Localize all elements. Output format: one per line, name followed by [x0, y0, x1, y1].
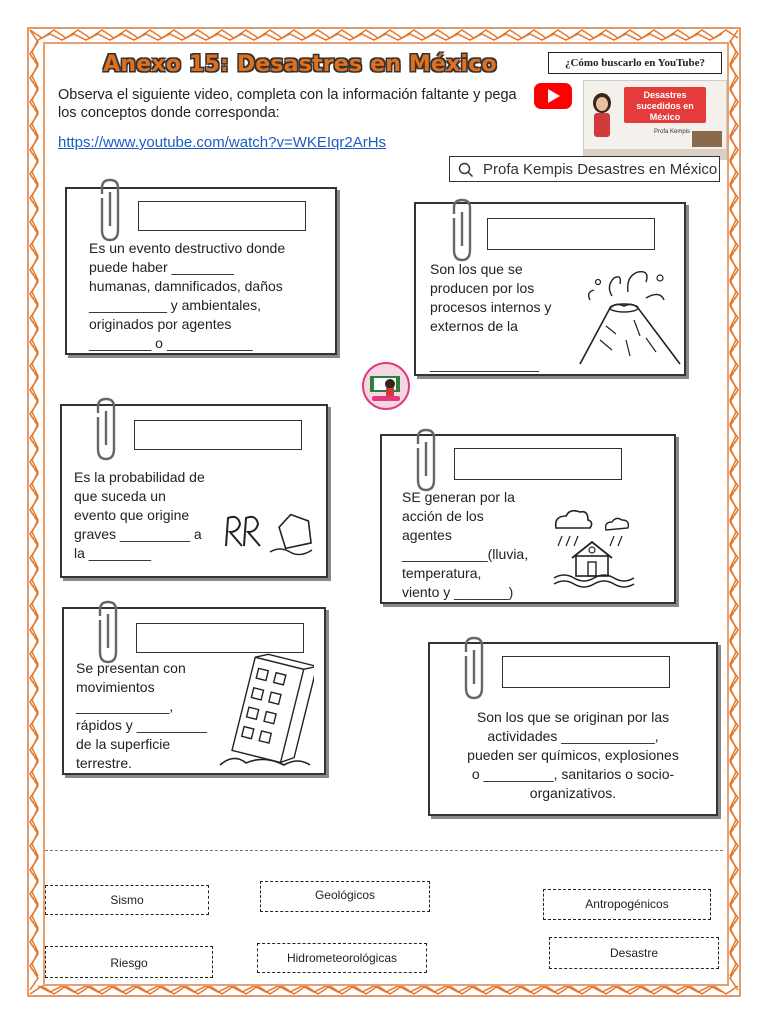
thumbnail-author: Profa Kempis [654, 129, 691, 135]
answer-box[interactable] [134, 420, 302, 450]
instructions-text: Observa el siguiente video, completa con la información faltante y pega los conceptos donde corresponda: [58, 87, 517, 121]
paperclip-icon [94, 178, 124, 244]
cutout-hidrometeorologicas[interactable]: Hidrometeorológicas [257, 943, 427, 973]
card-text: Son los que se producen por los procesos internos y externos de la ______________ [430, 261, 552, 372]
youtube-play-icon[interactable] [533, 82, 573, 110]
search-text: Profa Kempis Desastres en México [483, 161, 718, 178]
paperclip-icon [458, 636, 488, 702]
cutout-desastre[interactable]: Desastre [549, 937, 719, 969]
search-icon [458, 162, 474, 178]
cutout-riesgo[interactable]: Riesgo [45, 946, 213, 978]
thumbnail-title: Desastres sucedidos en México [624, 87, 706, 123]
paperclip-icon [410, 428, 440, 494]
card-text: Es un evento destructivo donde puede haber ________ humanas, damnificados, daños __________ y ambientales, originados por agentes ________ o ___________ [89, 240, 286, 351]
answer-box[interactable] [138, 201, 306, 231]
answer-box[interactable] [487, 218, 655, 250]
answer-box[interactable] [136, 623, 304, 653]
paperclip-icon [446, 198, 476, 264]
answer-box[interactable] [454, 448, 622, 480]
cutout-sismo[interactable]: Sismo [45, 885, 209, 915]
page-title: Anexo 15: Desastres en México [103, 52, 497, 77]
search-bar[interactable] [449, 156, 720, 182]
volcano-icon [576, 256, 684, 368]
youtube-question-box: ¿Cómo buscarlo en YouTube? [548, 52, 722, 74]
cut-line [45, 850, 723, 851]
cutout-antropogenicos[interactable]: Antropogénicos [543, 889, 711, 920]
flood-house-icon [220, 506, 320, 558]
card-text: Se presentan con movimientos ____________, rápidos y _________ de la superficie terrestre. [76, 660, 207, 771]
paperclip-icon [90, 397, 120, 463]
card-text: SE generan por la acción de los agentes ___________(lluvia, temperatura, viento y _______) [402, 489, 529, 600]
teacher-logo-icon [364, 364, 408, 408]
answer-box[interactable] [502, 656, 670, 688]
collapsed-building-icon [214, 653, 314, 771]
youtube-link[interactable]: https://www.youtube.com/watch?v=WKEIqr2ArHs [58, 134, 387, 151]
card-text: Es la probabilidad de que suceda un evento que origine graves _________ a la ________ [74, 469, 205, 561]
video-thumbnail[interactable] [583, 80, 727, 160]
storm-house-icon [550, 506, 636, 588]
author-logo [362, 362, 410, 410]
paperclip-icon [92, 600, 122, 666]
cutout-geologicos[interactable]: Geológicos [260, 881, 430, 912]
card-text: Son los que se originan por las actividades ____________, pueden ser químicos, explosiones o _________, sanitarios o socio- organizativos. [467, 709, 679, 801]
